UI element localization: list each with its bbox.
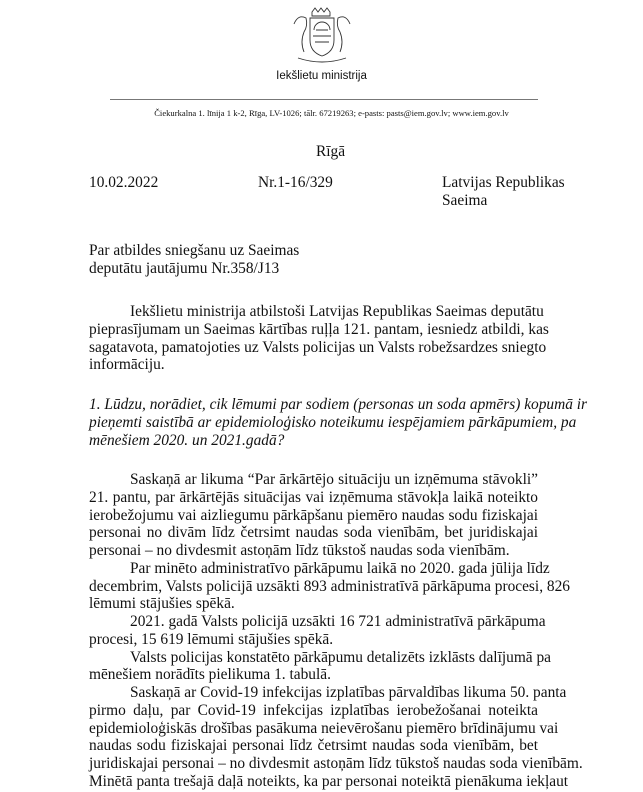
subject-line: Par atbildes sniegšanu uz Saeimas [89, 242, 300, 259]
text-line: Saskaņā ar likuma “Par ārkārtējo situāciju un izņēmuma stāvokli” [130, 471, 538, 488]
subject-line: deputātu jautājumu Nr.358/J13 [89, 259, 280, 277]
recipient-line: Saeima [442, 191, 488, 209]
recipient-line: Latvijas Republikas [442, 174, 565, 191]
coat-of-arms-emblem [286, 4, 358, 66]
ministry-address: Čiekurkalna 1. līnija 1 k-2, Rīga, LV-1026; tālr. 67219263; e-pasts: pasts@iem.gov.lv; www.iem.gov.lv [154, 108, 509, 118]
letter-number: Nr.1-16/329 [258, 174, 333, 191]
answer-body [89, 471, 583, 791]
text-line: lēmumi stājušies spēkā. [89, 595, 235, 613]
text-line: 21. pantu, par ārkārtējās situācijas vai izņēmuma stāvokļa laikā noteikto [89, 488, 538, 506]
text-line: epidemioloģiskās drošības pasākuma neievērošanu piemēro brīdinājumu vai [89, 719, 559, 737]
letter-date: 10.02.2022 [89, 174, 159, 191]
text-line: Par minēto administratīvo pārkāpumu laikā no 2020. gada jūlija līdz [130, 559, 550, 577]
text-line: 1. Lūdzu, norādiet, cik lēmumi par sodiem (personas un soda apmērs) kopumā ir [89, 396, 588, 413]
text-line: pieņemti saistībā ar epidemioloģisko noteikumu iespējamiem pārkāpumiem, pa [89, 413, 577, 431]
text-line: informāciju. [89, 356, 165, 374]
letter-place: Rīgā [315, 143, 346, 160]
text-line: pieprasījumam un Saeimas kārtības ruļļa 121. pantam, iesniedz atbildi, kas [89, 320, 549, 338]
intro-paragraph [89, 303, 549, 374]
letter-subject [89, 242, 299, 278]
text-line: procesi, 15 619 lēmumi stājušies spēkā. [89, 630, 334, 648]
text-line: Iekšlietu ministrija atbilstoši Latvijas Republikas Saeimas deputātu [130, 303, 544, 320]
text-line: personai – no divdesmit astoņām līdz tūkstoš naudas soda vienībām. [89, 542, 510, 559]
text-line: personai no divām līdz četrsimt naudas soda vienībām, bet juridiskajai [89, 524, 538, 542]
text-line: juridiskajai personai – no divdesmit astoņām līdz tūkstoš naudas soda vienībām. [89, 755, 583, 772]
text-line: Valsts policijas konstatēto pārkāpumu detalizēts izklāsts dalījumā pa [130, 648, 552, 666]
text-line: Minētā panta trešajā daļā noteikts, ka par personai noteiktā pienākuma iekļaut [89, 772, 569, 790]
text-line: mēnešiem 2020. un 2021.gadā? [89, 431, 285, 449]
question-paragraph [89, 396, 588, 449]
text-line: decembrim, Valsts policijā uzsākti 893 administratīvā pārkāpuma procesi, 826 [89, 577, 570, 595]
text-line: sagatavota, pamatojoties uz Valsts policijas un Valsts robežsardzes sniegto [89, 338, 547, 356]
text-line: ierobežojumu vai aizliegumu pārkāpšanu piemēro naudas sodu fiziskajai [89, 506, 538, 524]
text-line: Saskaņā ar Covid-19 infekcijas izplatības pārvaldības likuma 50. panta [130, 684, 567, 701]
header-divider [110, 99, 538, 100]
text-line: naudas sodu fiziskajai personai līdz četrsimt naudas soda vienībām, bet [89, 737, 538, 755]
ministry-name: Iekšlietu ministrija [276, 70, 367, 82]
text-line: pirmo daļu, par Covid-19 infekcijas izplatības ierobežošanai noteikta [89, 701, 538, 719]
recipient [442, 174, 565, 210]
text-line: 2021. gadā Valsts policijā uzsākti 16 721 administratīvā pārkāpuma [130, 613, 546, 630]
text-line: mēnešiem norādīts pielikuma 1. tabulā. [89, 666, 331, 684]
